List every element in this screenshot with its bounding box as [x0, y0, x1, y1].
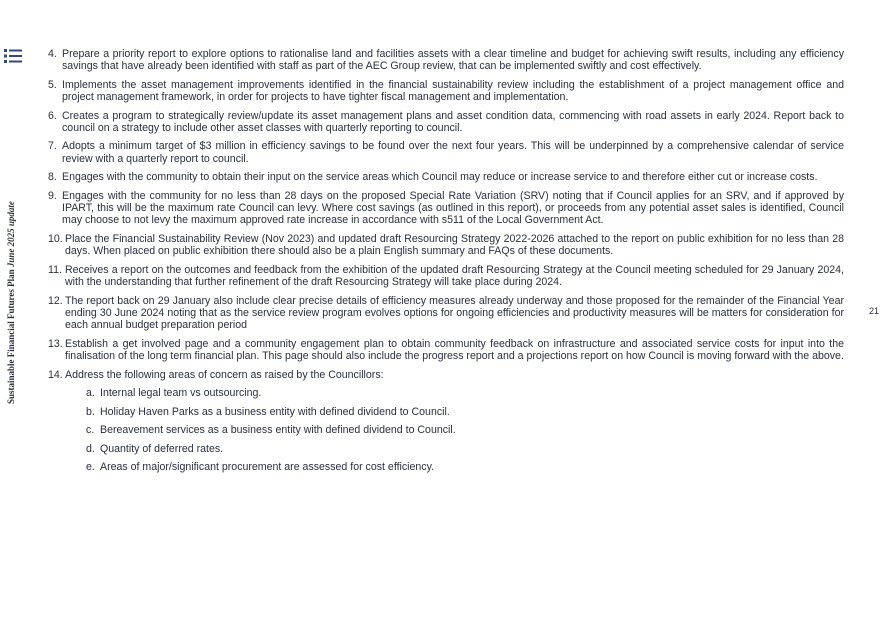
item-number: 12.	[48, 294, 63, 307]
item-number: 9.	[48, 189, 57, 202]
list-item	[44, 48, 844, 73]
item-text: Creates a program to strategically review/update its asset management plans and asset condition data, commencing with road assets in early 2024. Report back to council on a strategy to include other asset classes with quarterly reporting to council.	[62, 109, 844, 135]
item-text: Place the Financial Sustainability Review (Nov 2023) and updated draft Resourcing Strategy 2022-2026 attached to the report on public exhibition for no less than 28 days. When placed on public exhibition there should also be a plain English summary and FAQs of these documents.	[65, 232, 844, 258]
sub-list-item	[44, 424, 844, 436]
item-number: 10.	[48, 232, 63, 245]
item-number: 8.	[48, 171, 57, 184]
item-text: Establish a get involved page and a community engagement plan to obtain community feedback on infrastructure and associated service costs for input into the finalisation of the long term financial plan. This page should also include the progress report and a projections report on how Council is moving forward with the above.	[65, 337, 844, 363]
item-number: 4.	[48, 48, 57, 60]
sub-item-letter: d.	[86, 442, 95, 455]
sub-item-letter: e.	[86, 461, 95, 474]
list-item	[44, 233, 844, 258]
list-item	[44, 264, 844, 289]
list-item	[44, 338, 844, 363]
sub-list-item	[44, 443, 844, 455]
item-text: Engages with the community for no less than 28 days on the proposed Special Rate Variation (SRV) noting that if Council applies for an SRV, and if approved by IPART, this will be the maximum rate Council can levy. Where cost savings (as outlined in this report), or proceeds from any potential asset sales is identified, Council may choose to not levy the maximum approved rate increase in accordance with s511 of the Local Government Act.	[62, 189, 844, 227]
item-text: Adopts a minimum target of $3 million in efficiency savings to be found over the next four years. This will be underpinned by a comprehensive calendar of service review with a quarterly report to council.	[62, 140, 844, 165]
sub-item-letter: c.	[86, 424, 95, 437]
document-side-title	[6, 184, 16, 404]
side-title-sub: June 2025 update	[6, 201, 16, 268]
item-number: 11.	[48, 263, 62, 276]
sub-item-letter: a.	[86, 386, 95, 399]
item-text: Receives a report on the outcomes and feedback from the exhibition of the updated draft Resourcing Strategy at the Council meeting scheduled for 29 January 2024, with the understanding that further refinement of the draft Resourcing Strategy will take place during 2024.	[65, 263, 844, 289]
list-item	[44, 140, 844, 165]
list-item	[44, 190, 844, 227]
list-item	[44, 79, 844, 104]
sub-list	[44, 387, 844, 474]
page-number: 21	[869, 306, 880, 316]
item-text: Implements the asset management improvements identified in the financial sustainability review including the establishment of a project management office and project management framework, in order for projects to have tighter fiscal management and implementation.	[62, 78, 844, 104]
side-title-main: Sustainable Financial Futures Plan	[6, 269, 16, 404]
item-text: Prepare a priority report to explore options to rationalise land and facilities assets with a clear timeline and budget for achieving swift results, including any efficiency savings that have already been identified with staff as part of the AEC Group review, that can be implemented swiftly and cost effectively.	[62, 48, 844, 73]
item-number: 13.	[48, 337, 63, 350]
sub-item-text: Internal legal team vs outsourcing.	[100, 386, 262, 399]
item-text: Address the following areas of concern as raised by the Councillors:	[65, 368, 384, 381]
item-number: 7.	[48, 140, 57, 153]
list-item	[44, 369, 844, 381]
item-number: 6.	[48, 109, 57, 122]
sub-item-text: Holiday Haven Parks as a business entity with defined dividend to Council.	[100, 405, 450, 418]
sub-item-text: Bereavement services as a business entity with defined dividend to Council.	[100, 424, 456, 437]
list-item	[44, 110, 844, 135]
item-text: The report back on 29 January also include clear precise details of efficiency measures already underway and those proposed for the remainder of the Financial Year ending 30 June 2024 noting that as the service review program evolves options for ongoing efficiencies and productivity measures will be matters for consideration for each annual budget preparation period	[65, 294, 844, 332]
list-item	[44, 171, 844, 183]
resolution-list	[44, 48, 844, 480]
sub-list-item	[44, 461, 844, 473]
sub-item-text: Quantity of deferred rates.	[100, 442, 224, 455]
item-number: 14.	[48, 368, 63, 381]
list-item	[44, 295, 844, 332]
sub-item-letter: b.	[86, 405, 95, 418]
sub-list-item	[44, 406, 844, 418]
sub-list-item	[44, 387, 844, 399]
list-menu-icon[interactable]	[4, 48, 22, 64]
item-number: 5.	[48, 78, 57, 91]
sub-item-text: Areas of major/significant procurement are assessed for cost efficiency.	[100, 461, 435, 474]
item-text: Engages with the community to obtain their input on the service areas which Council may reduce or increase service to and therefore either cut or increase costs.	[62, 171, 818, 184]
